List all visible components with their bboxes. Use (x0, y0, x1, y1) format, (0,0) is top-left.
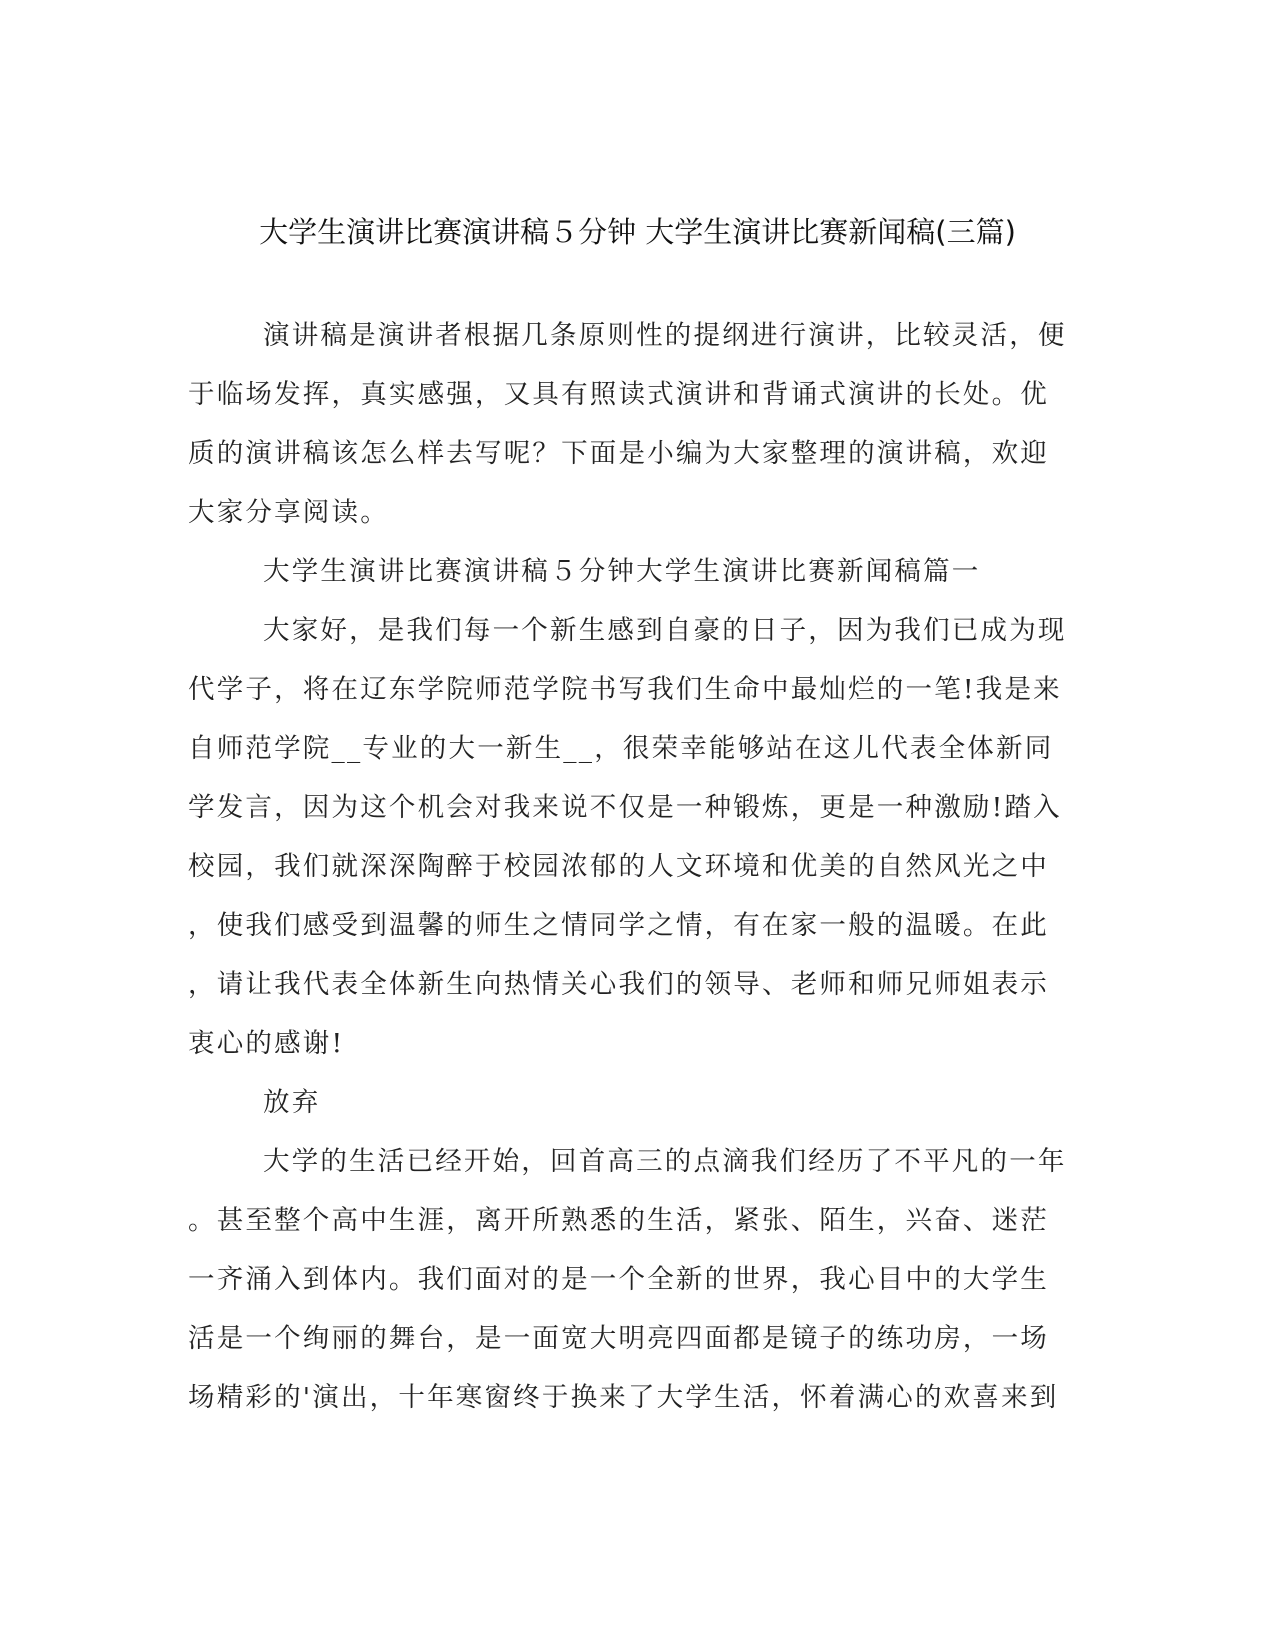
text-line: 大学的生活已经开始，回首高三的点滴我们经历了不平凡的一年 (263, 1146, 1067, 1177)
text-line: 校园，我们就深深陶醉于校园浓郁的人文环境和优美的自然风光之中 (188, 851, 1049, 882)
text-line: 学发言，因为这个机会对我来说不仅是一种锻炼，更是一种激励!踏入 (188, 792, 1062, 823)
section-heading: 大学生演讲比赛演讲稿５分钟大学生演讲比赛新闻稿篇一 (263, 556, 981, 587)
text-line: 放弃 (263, 1087, 321, 1118)
text-line: ，请让我代表全体新生向热情关心我们的领导、老师和师兄师姐表示 (188, 969, 1049, 1000)
document-title: 大学生演讲比赛演讲稿５分钟 大学生演讲比赛新闻稿(三篇) (259, 215, 1016, 249)
text-line: 衷心的感谢! (188, 1028, 345, 1059)
text-line: 大家分享阅读。 (188, 497, 389, 528)
text-line: 质的演讲稿该怎么样去写呢？下面是小编为大家整理的演讲稿，欢迎 (188, 438, 1049, 469)
text-line: 。甚至整个高中生涯，离开所熟悉的生活，紧张、陌生，兴奋、迷茫 (188, 1205, 1049, 1236)
text-line: 代学子，将在辽东学院师范学院书写我们生命中最灿烂的一笔!我是来 (188, 674, 1062, 705)
text-line: 场精彩的'演出，十年寒窗终于换来了大学生活，怀着满心的欢喜来到 (188, 1382, 1059, 1413)
text-line: 于临场发挥，真实感强，又具有照读式演讲和背诵式演讲的长处。优 (188, 379, 1049, 410)
text-line: ，使我们感受到温馨的师生之情同学之情，有在家一般的温暖。在此 (188, 910, 1049, 941)
text-line: 一齐涌入到体内。我们面对的是一个全新的世界，我心目中的大学生 (188, 1264, 1049, 1295)
text-line: 自师范学院__专业的大一新生__，很荣幸能够站在这儿代表全体新同 (188, 733, 1054, 764)
text-line: 活是一个绚丽的舞台，是一面宽大明亮四面都是镜子的练功房，一场 (188, 1323, 1049, 1354)
text-line: 大家好，是我们每一个新生感到自豪的日子，因为我们已成为现 (263, 615, 1067, 646)
text-line: 演讲稿是演讲者根据几条原则性的提纲进行演讲，比较灵活，便 (263, 320, 1067, 351)
